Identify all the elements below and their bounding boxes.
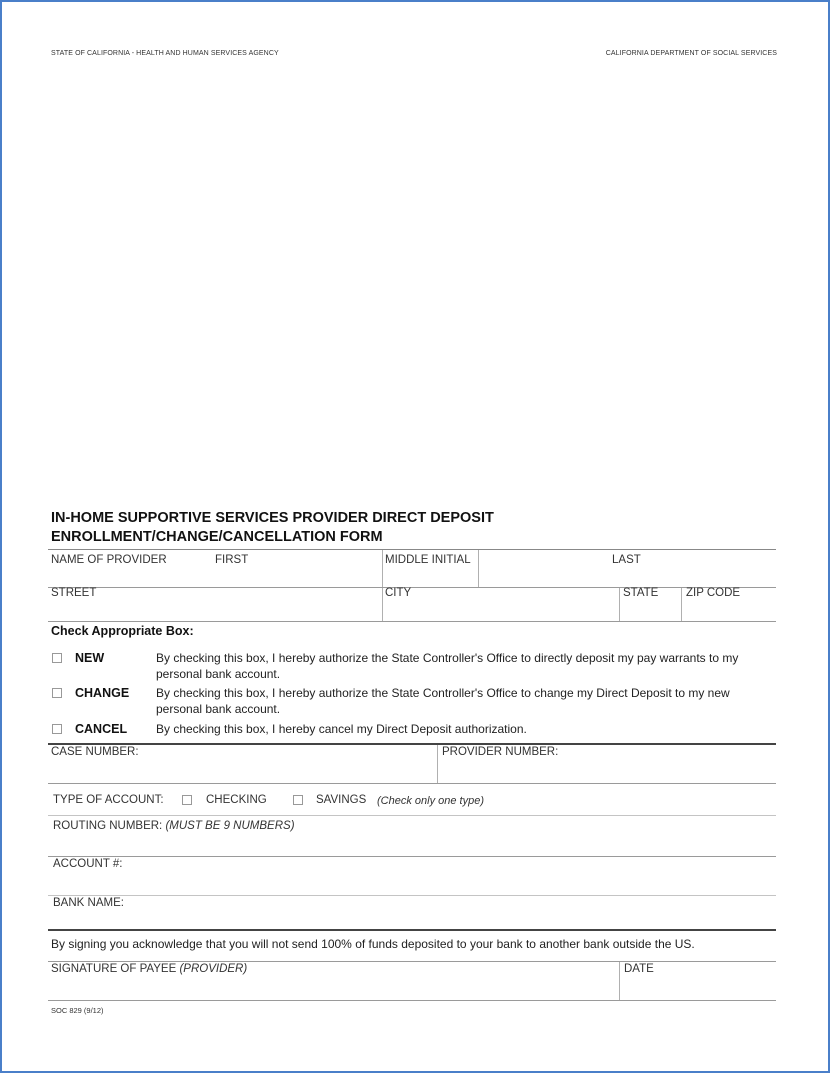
provider-number-label: PROVIDER NUMBER: bbox=[442, 746, 559, 758]
date-input[interactable] bbox=[623, 980, 777, 998]
routing-number-input[interactable] bbox=[50, 836, 776, 854]
middle-initial-label: MIDDLE INITIAL bbox=[385, 554, 471, 566]
check-only-one-note: (Check only one type) bbox=[377, 795, 484, 807]
case-number-input[interactable] bbox=[50, 763, 436, 781]
change-checkbox[interactable] bbox=[52, 688, 62, 698]
cancel-option-label: CANCEL bbox=[75, 722, 128, 736]
new-option-description: By checking this box, I hereby authorize the State Controller's Office to directly deposit my pay warrants to my personal bank account. bbox=[156, 651, 739, 681]
date-label: DATE bbox=[624, 963, 654, 975]
signature-field[interactable] bbox=[50, 978, 615, 998]
last-name-label: LAST bbox=[612, 554, 641, 566]
bank-name-label: BANK NAME: bbox=[53, 897, 124, 909]
provider-first-name-input[interactable] bbox=[50, 571, 382, 587]
middle-initial-input[interactable] bbox=[385, 571, 479, 587]
type-of-account-label: TYPE OF ACCOUNT: bbox=[53, 794, 164, 806]
first-name-label: FIRST bbox=[215, 554, 249, 566]
agency-header: STATE OF CALIFORNIA - HEALTH AND HUMAN SERVICES AGENCY bbox=[51, 50, 279, 57]
signature-label-text: SIGNATURE OF PAYEE bbox=[51, 963, 177, 975]
bank-name-input[interactable] bbox=[130, 910, 776, 928]
zip-code-input[interactable] bbox=[685, 604, 777, 620]
street-input[interactable] bbox=[50, 604, 382, 620]
form-title-line1: IN-HOME SUPPORTIVE SERVICES PROVIDER DIRECT DEPOSIT bbox=[51, 510, 494, 526]
name-of-provider-label: NAME OF PROVIDER bbox=[51, 554, 167, 566]
account-number-input[interactable] bbox=[130, 874, 776, 892]
routing-number-label bbox=[53, 820, 295, 832]
case-number-label: CASE NUMBER: bbox=[51, 746, 139, 758]
city-label: CITY bbox=[385, 587, 412, 599]
new-option-label: NEW bbox=[75, 651, 105, 665]
street-label: STREET bbox=[51, 587, 97, 599]
cancel-checkbox[interactable] bbox=[52, 724, 62, 734]
city-input[interactable] bbox=[385, 604, 619, 620]
form-title-line2: ENROLLMENT/CHANGE/CANCELLATION FORM bbox=[51, 529, 383, 545]
department-header: CALIFORNIA DEPARTMENT OF SOCIAL SERVICES bbox=[605, 50, 777, 57]
provider-number-input[interactable] bbox=[441, 763, 777, 781]
checking-checkbox[interactable] bbox=[182, 795, 192, 805]
signature-label bbox=[51, 963, 247, 975]
checking-label: CHECKING bbox=[206, 794, 267, 806]
routing-number-note: (MUST BE 9 NUMBERS) bbox=[165, 820, 295, 832]
check-box-heading: Check Appropriate Box: bbox=[51, 624, 194, 638]
last-name-input[interactable] bbox=[482, 571, 776, 587]
state-label: STATE bbox=[623, 587, 659, 599]
zip-code-label: ZIP CODE bbox=[686, 587, 741, 599]
state-input[interactable] bbox=[622, 604, 681, 620]
routing-number-text: ROUTING NUMBER: bbox=[53, 820, 163, 832]
savings-checkbox[interactable] bbox=[293, 795, 303, 805]
savings-label: SAVINGS bbox=[316, 794, 367, 806]
change-option-description: By checking this box, I hereby authorize the State Controller's Office to change my Direct Deposit to my new personal bank account. bbox=[156, 686, 730, 716]
account-number-label: ACCOUNT #: bbox=[53, 858, 123, 870]
new-checkbox[interactable] bbox=[52, 653, 62, 663]
acknowledgement-text: By signing you acknowledge that you will not send 100% of funds deposited to your bank to another bank outside the US. bbox=[51, 937, 695, 951]
form-number: SOC 829 (9/12) bbox=[51, 1006, 104, 1015]
change-option-label: CHANGE bbox=[75, 686, 130, 700]
cancel-option-description: By checking this box, I hereby cancel my Direct Deposit authorization. bbox=[156, 722, 527, 736]
signature-label-note: (PROVIDER) bbox=[179, 963, 248, 975]
